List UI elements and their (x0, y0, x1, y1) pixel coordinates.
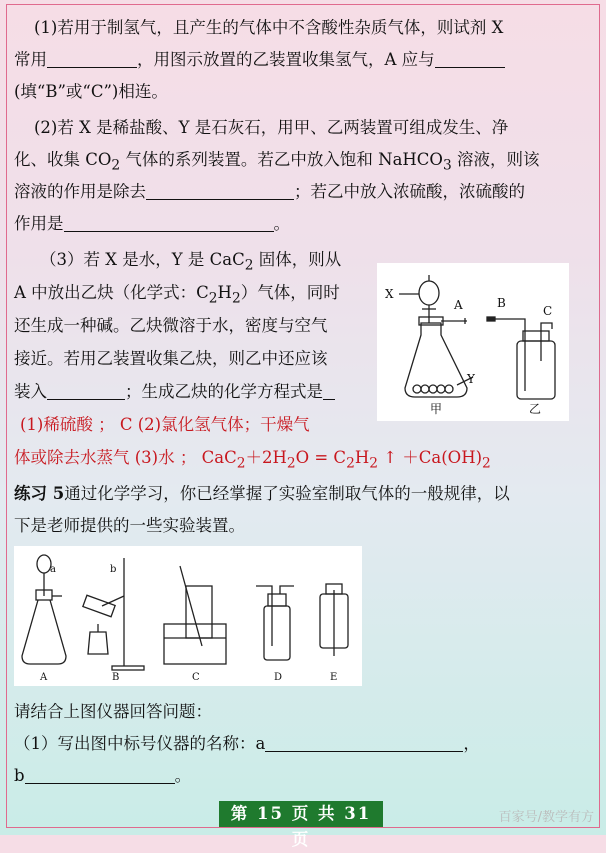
q1-line-3: (填“B”或“C”)相连。 (14, 82, 168, 101)
qa-line-2: （1）写出图中标号仪器的名称：a ， (14, 734, 480, 753)
q1-line-1: (1)若用于制氢气，且产生的气体中不含酸性杂质气体，则试剂 X (34, 18, 504, 37)
q2-line-3: 溶液的作用是除去 ；若乙中放入浓硫酸，浓硫酸的 (14, 182, 525, 201)
blank-reagent-x[interactable] (47, 49, 137, 68)
q3-line-3: 还生成一种碱。乙炔微溶于水，密度与空气 (14, 316, 328, 335)
ex5-line-2: 下是老师提供的一些实验装置。 (14, 516, 245, 535)
apparatus-figure-a-e (14, 546, 362, 686)
label-D-apparatus: D (274, 672, 283, 683)
blank-acid-role[interactable] (64, 213, 274, 232)
watermark: 百家号/教学有方 (498, 810, 594, 825)
blank-remove-gas[interactable] (146, 181, 294, 200)
label-E-apparatus: E (330, 672, 338, 683)
label-jia: 甲 (430, 402, 443, 416)
q3-line-5: 装入 ；生成乙炔的化学方程式是 (14, 376, 386, 408)
answer-line-1: (1)稀硫酸 ； C (2)氯化氢气体；干燥气 (20, 415, 310, 434)
blank-equation[interactable] (323, 381, 335, 400)
label-B-apparatus: B (112, 672, 120, 683)
apparatus-figure-jia-yi (377, 263, 569, 421)
ex5-line-1: 练习 5通过化学学习，你已经掌握了实验室制取气体的一般规律，以 (14, 484, 510, 503)
label-A-apparatus: A (40, 672, 48, 683)
q2-line-1: (2)若 X 是稀盐酸、Y 是石灰石，用甲、乙两装置可组成发生、净 (34, 118, 509, 137)
label-C-apparatus: C (192, 672, 200, 683)
page-number-footer: 第 15 页 共 31 页 (219, 801, 383, 827)
blank-instrument-b[interactable] (25, 765, 175, 784)
answer-line-2: 体或除去水蒸气 (3)水 ； $CaC_2+2H_2O = C_2H_2$ ↑ $+Ca(OH)_2$ (14, 448, 491, 472)
q3-line-4: 接近。若用乙装置收集乙炔，则乙中还应该 (14, 349, 328, 368)
label-Y: Y (467, 372, 475, 386)
ex5-label: 练习 5 (14, 484, 65, 503)
label-C: C (543, 304, 553, 318)
label-a: a (50, 564, 56, 575)
q2-line-2: 化、收集 $CO_2$ 气体的系列装置。若乙中放入饱和 NaHCO$_3$ 溶液，则该 (14, 150, 540, 174)
label-X: X (385, 287, 394, 301)
q1-line-2: 常用 ，用图示放置的乙装置收集氢气，A 应与 (14, 44, 592, 76)
blank-instrument-a[interactable] (265, 733, 463, 752)
q3-line-1: （3）若 X 是水，Y 是 CaC$_2$ 固体，则从 (40, 250, 342, 274)
qa-line-3: b 。 (14, 766, 192, 785)
q3-line-2: A 中放出乙炔（化学式：$C_2H_2$）气体，同时 (14, 283, 340, 307)
blank-load[interactable] (47, 381, 125, 400)
label-A: A (454, 298, 463, 312)
label-b: b (110, 564, 117, 575)
qa-line-1: 请结合上图仪器回答问题： (14, 702, 212, 721)
blank-a-connect[interactable] (435, 49, 505, 68)
label-B: B (497, 296, 506, 310)
label-yi: 乙 (529, 402, 542, 416)
q2-line-4: 作用是 。 (14, 214, 290, 233)
